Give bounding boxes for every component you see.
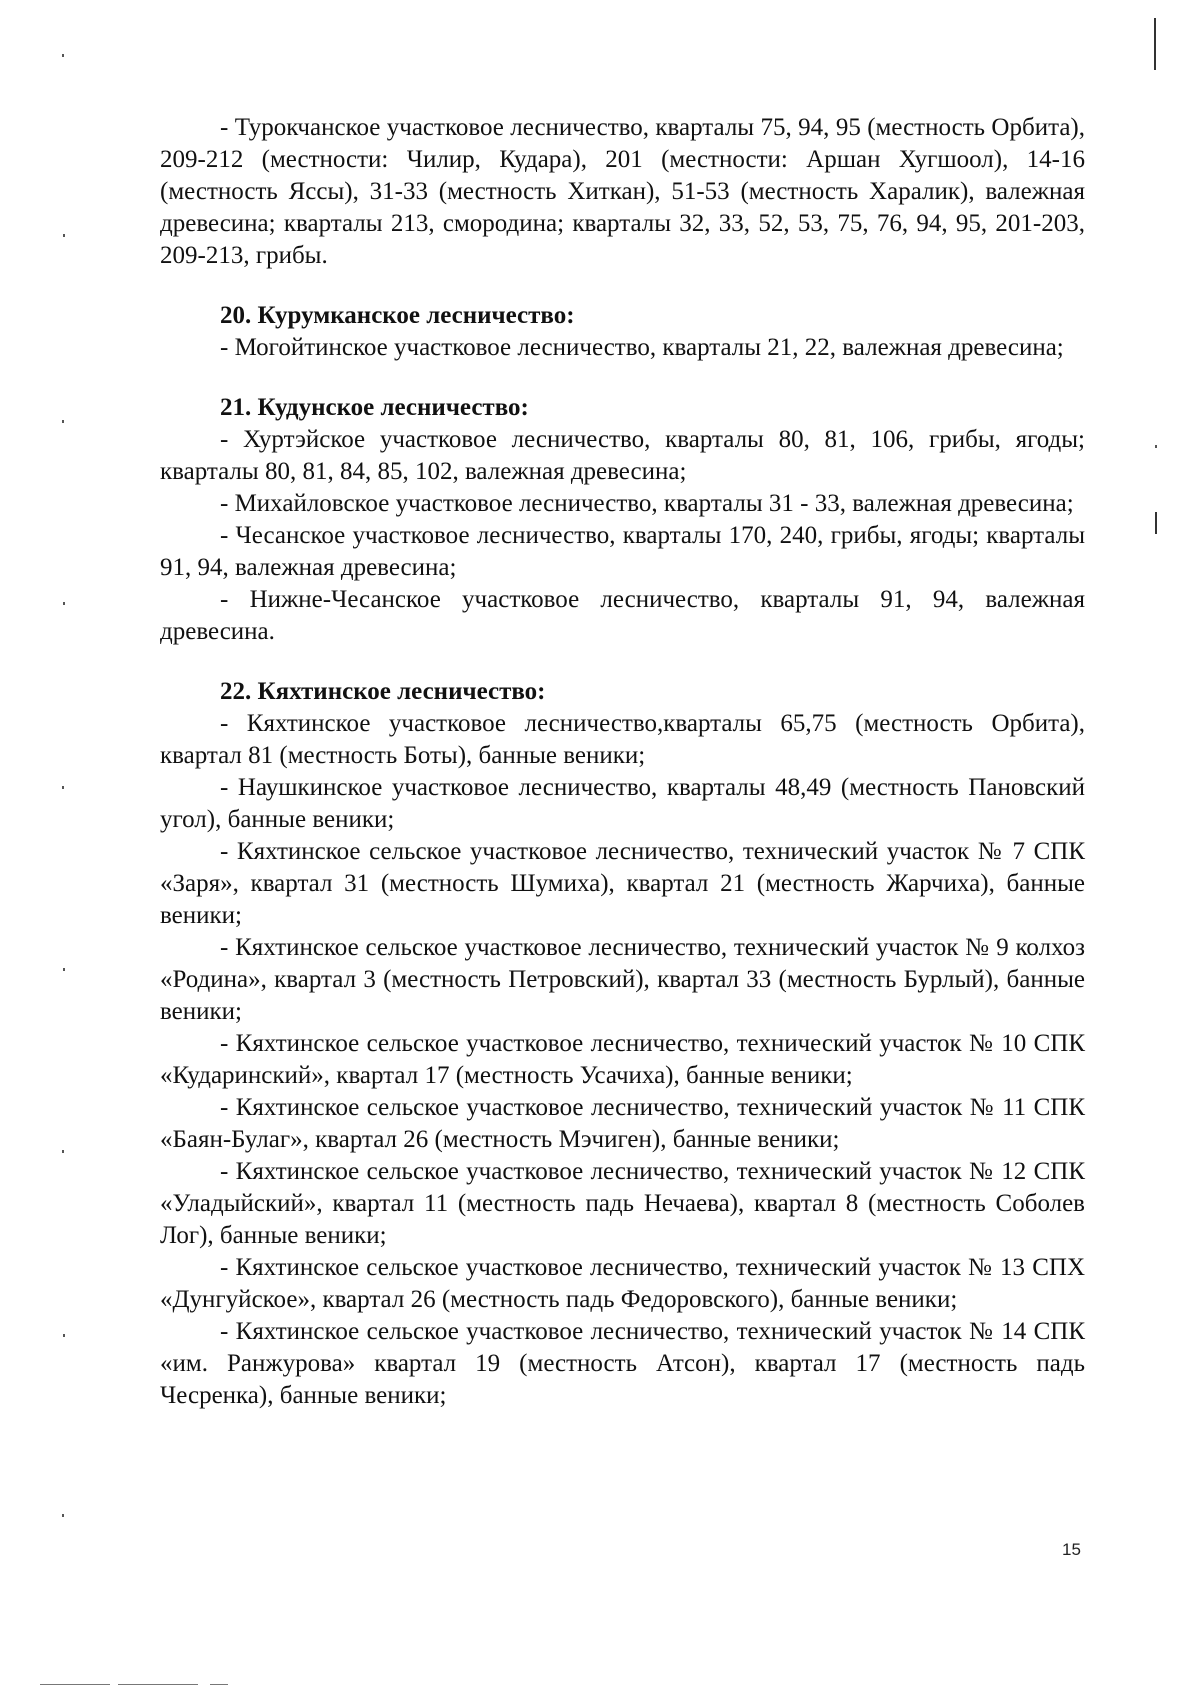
paragraph: - Хуртэйское участковое лесничество, кварталы 80, 81, 106, грибы, ягоды; кварталы 80, 81, 84, 85, 102, валежная древесина; — [160, 426, 1085, 485]
paragraph: - Могойтинское участковое лесничество, кварталы 21, 22, валежная древесина; — [220, 334, 1064, 361]
scan-artifact-dot — [63, 234, 65, 237]
paragraph: - Турокчанское участковое лесничество, кварталы 75, 94, 95 (местность Орбита), 209-212 (местности: Чилир, Кудара), 201 (местности: Аршан Хугшоол), 14-16 (местность Яссы), 31-33 (местность Хиткан), 51-53 (местность Харалик), валежная древесина; кварталы 213, смородина; кварталы 32, 33, 52, 53, 75, 76, 94, 95, 201-203, 209-213, грибы. — [160, 114, 1085, 269]
paragraph: - Кяхтинское сельское участковое лесничество, технический участок № 11 СПК «Баян-Булаг», квартал 26 (местность Мэчиген), банные веники; — [160, 1094, 1085, 1153]
paragraph: - Кяхтинское сельское участковое лесничество, технический участок № 7 СПК «Заря», квартал 31 (местность Шумиха), квартал 21 (местность Жарчиха), банные веники; — [160, 838, 1085, 929]
scan-artifact-dot — [62, 420, 64, 423]
scan-artifact-dot — [62, 786, 64, 789]
paragraph: - Кяхтинское сельское участковое лесничество, технический участок № 12 СПК «Уладыйский», квартал 11 (местность падь Нечаева), квартал 8 (местность Соболев Лог), банные веники; — [160, 1158, 1085, 1249]
scan-artifact-dot — [62, 54, 64, 57]
paragraph: - Наушкинское участковое лесничество, кварталы 48,49 (местность Пановский угол), банные веники; — [160, 774, 1085, 833]
scan-artifact-line — [118, 1684, 198, 1685]
scan-artifact-line — [210, 1684, 228, 1685]
paragraph: - Кяхтинское сельское участковое лесничество, технический участок № 13 СПХ «Дунгуйское», квартал 26 (местность падь Федоровского), банные веники; — [160, 1254, 1085, 1313]
scan-artifact-line — [1154, 18, 1156, 70]
scan-artifact-dot — [1155, 445, 1157, 448]
scan-artifact-line — [1155, 512, 1157, 534]
scan-artifact-dot — [62, 1150, 64, 1153]
document-body — [160, 112, 1085, 1412]
section-heading: 20. Курумканское лесничество: — [220, 302, 575, 329]
paragraph: - Михайловское участковое лесничество, кварталы 31 - 33, валежная древесина; — [220, 490, 1074, 517]
scan-artifact-dot — [62, 1514, 64, 1517]
scan-artifact-dot — [63, 1334, 65, 1337]
scan-artifact-dot — [63, 968, 65, 971]
paragraph: - Кяхтинское сельское участковое лесничество, технический участок № 14 СПК «им. Ранжурова» квартал 19 (местность Атсон), квартал 17 (местность падь Чесренка), банные веники; — [160, 1318, 1085, 1409]
section-heading: 21. Кудунское лесничество: — [220, 394, 529, 421]
page-number: 15 — [1062, 1540, 1081, 1559]
paragraph: - Чесанское участковое лесничество, кварталы 170, 240, грибы, ягоды; кварталы 91, 94, валежная древесина; — [160, 522, 1085, 581]
scan-artifact-line — [40, 1684, 110, 1685]
paragraph: - Кяхтинское сельское участковое лесничество, технический участок № 10 СПК «Кударинский», квартал 17 (местность Усачиха), банные веники; — [160, 1030, 1085, 1089]
section-heading: 22. Кяхтинское лесничество: — [220, 678, 546, 705]
paragraph: - Нижне-Чесанское участковое лесничество, кварталы 91, 94, валежная древесина. — [160, 586, 1085, 645]
scan-artifact-dot — [63, 602, 65, 605]
paragraph: - Кяхтинское участковое лесничество,кварталы 65,75 (местность Орбита), квартал 81 (местность Боты), банные веники; — [160, 710, 1085, 769]
paragraph: - Кяхтинское сельское участковое лесничество, технический участок № 9 колхоз «Родина», квартал 3 (местность Петровский), квартал 33 (местность Бурлый), банные веники; — [160, 934, 1085, 1025]
